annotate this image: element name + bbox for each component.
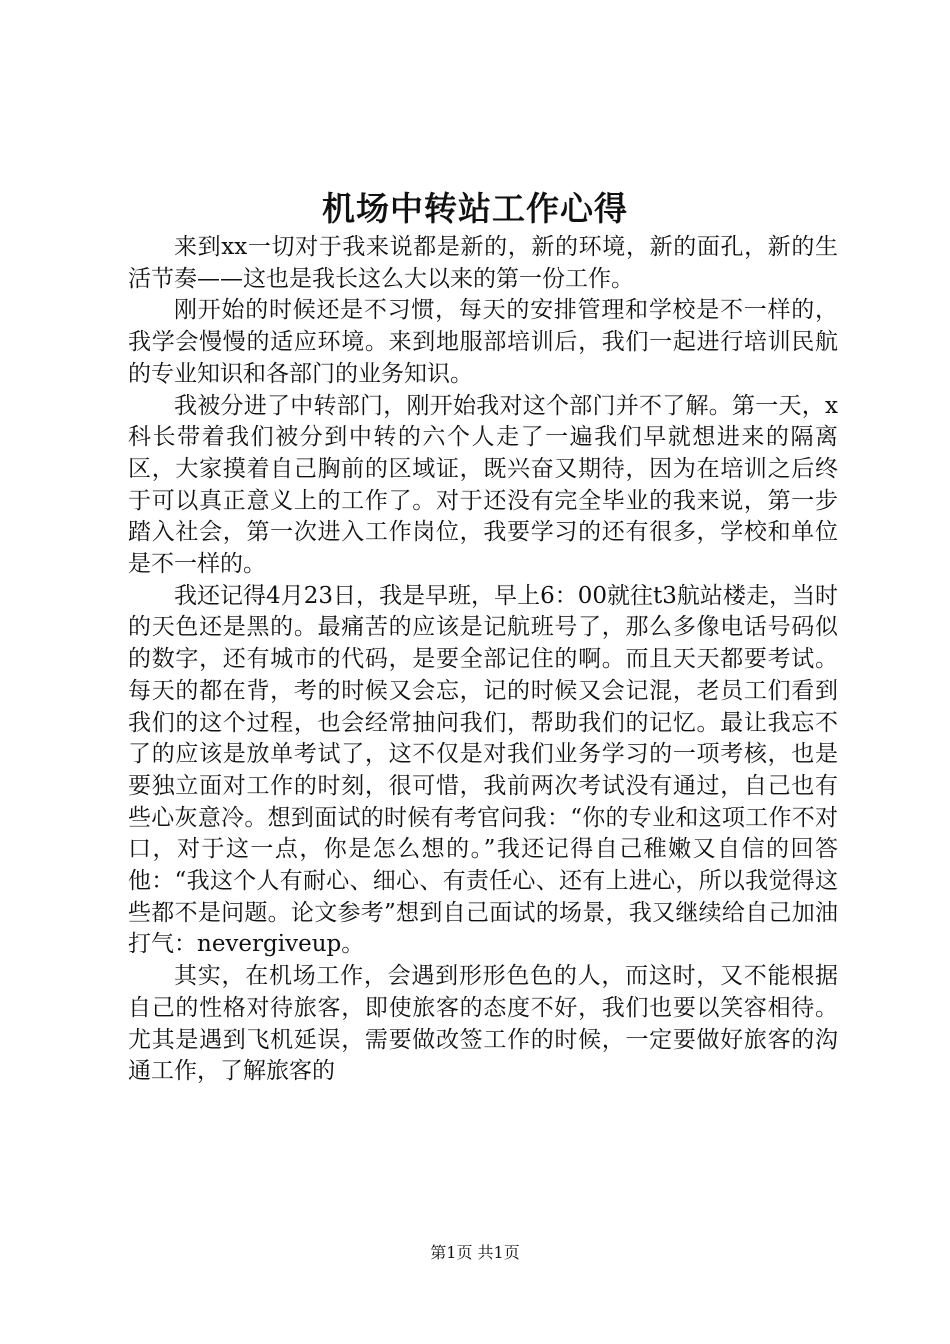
- paragraph-4: 我还记得4月23日，我是早班，早上6：00就往t3航站楼走，当时的天色还是黑的。最痛苦的应该是记航班号了，那么多像电话号码似的数字，还有城市的代码，是要全部记住的啊。而且天天都要考试。每天的都在背，考的时候又会忘，记的时候又会记混，老员工们看到我们的这个过程，也会经常抽问我们，帮助我们的记忆。最让我忘不了的应该是放单考试了，这不仅是对我们业务学习的一项考核，也是要独立面对工作的时刻，很可惜，我前两次考试没有通过，自己也有些心灰意冷。想到面试的时候有考官问我：“你的专业和这项工作不对口，对于这一点，你是怎么想的。”我还记得自己稚嫩又自信的回答他：“我这个人有耐心、细心、有责任心、还有上进心，所以我觉得这些都不是问题。论文参考”想到自己面试的场景，我又继续给自己加油打气：nevergiveup。: [128, 582, 838, 958]
- page-number-footer: 第1页 共1页: [430, 1243, 520, 1262]
- document-body: [128, 232, 838, 1088]
- paragraph-3: 我被分进了中转部门，刚开始我对这个部门并不了解。第一天，x科长带着我们被分到中转的六个人走了一遍我们早就想进来的隔离区，大家摸着自己胸前的区域证，既兴奋又期待，因为在培训之后终于可以真正意义上的工作了。对于还没有完全毕业的我来说，第一步踏入社会，第一次进入工作岗位，我要学习的还有很多，学校和单位是不一样的。: [128, 392, 838, 578]
- paragraph-2: 刚开始的时候还是不习惯，每天的安排管理和学校是不一样的，我学会慢慢的适应环境。来到地服部培训后，我们一起进行培训民航的专业知识和各部门的业务知识。: [128, 297, 838, 387]
- document-title: 机场中转站工作心得: [322, 189, 628, 228]
- paragraph-5: 其实，在机场工作，会遇到形形色色的人，而这时，又不能根据自己的性格对待旅客，即使旅客的态度不好，我们也要以笑容相待。尤其是遇到飞机延误，需要做改签工作的时候，一定要做好旅客的沟通工作，了解旅客的: [128, 963, 838, 1085]
- paragraph-1: 来到xx一切对于我来说都是新的，新的环境，新的面孔，新的生活节奏——这也是我长这么大以来的第一份工作。: [128, 234, 838, 292]
